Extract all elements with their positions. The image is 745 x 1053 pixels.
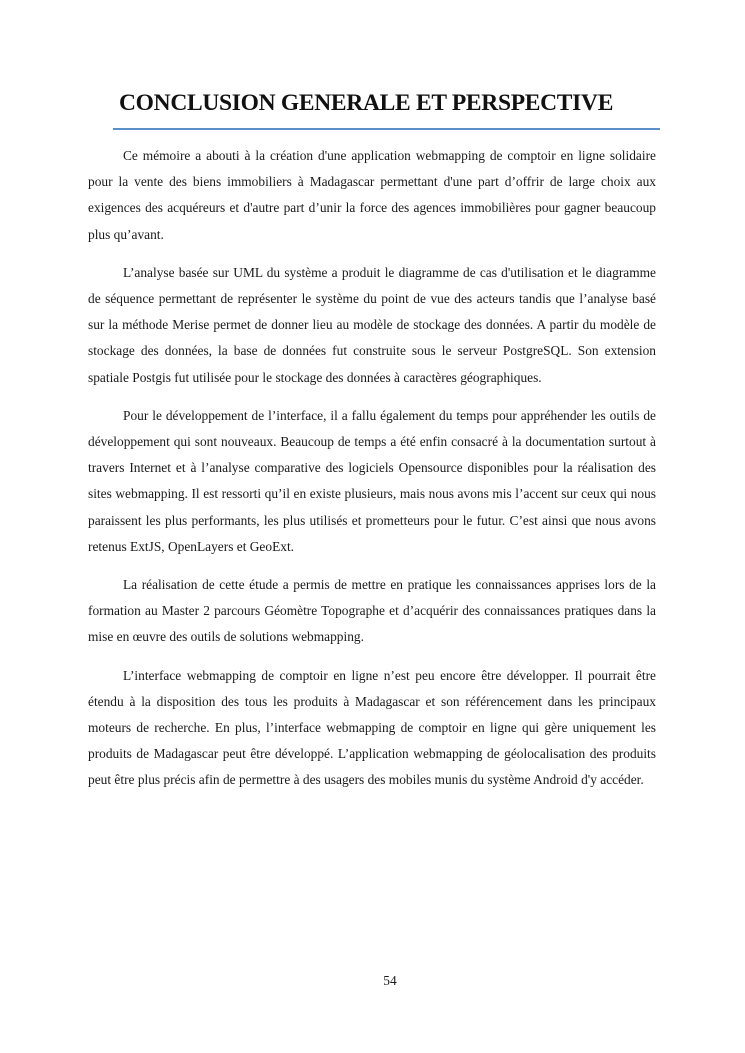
paragraph-5: L’interface webmapping de comptoir en ligne n’est peu encore être développer. Il pourrait être étendu à la disposition des tous les produits à Madagascar et son référencement dans les principaux moteurs de recherche. En plus, l’interface webmapping de comptoir en ligne qui gère uniquement les produits de Madagascar peut être développé. L’application webmapping de géolocalisation des produits peut être plus précis afin de permettre à des usagers des mobiles munis du système Android d'y accéder.: [88, 667, 656, 788]
page-title: CONCLUSION GENERALE ET PERSPECTIVE: [119, 90, 614, 116]
paragraph-4: La réalisation de cette étude a permis de mettre en pratique les connaissances apprises lors de la formation au Master 2 parcours Géomètre Topographe et d’acquérir des connaissances pratiques dans la mise en œuvre des outils de solutions webmapping.: [88, 577, 656, 645]
body-text: [88, 143, 656, 806]
paragraph-1: Ce mémoire a abouti à la création d'une application webmapping de comptoir en ligne solidaire pour la vente des biens immobiliers à Madagascar permettant d'une part d’offrir de large choix aux exigences des acquéreurs et d'autre part d’unir la force des agences immobilières pour gagner beaucoup plus qu’avant.: [88, 148, 656, 242]
title-underline: [113, 128, 660, 130]
page-number: 54: [383, 973, 397, 988]
paragraph-3: Pour le développement de l’interface, il a fallu également du temps pour appréhender les outils de développement qui sont nouveaux. Beaucoup de temps a été enfin consacré à la documentation surtout à travers Internet et à l’analyse comparative des logiciels Opensource disponibles pour la réalisation des sites webmapping. Il est ressorti qu’il en existe plusieurs, mais nous avons mis l’accent sur ceux qui nous paraissent les plus performants, les plus utilisés et prometteurs pour le futur. C’est ainsi que nous avons retenus ExtJS, OpenLayers et GeoExt.: [88, 407, 656, 554]
paragraph-2: L’analyse basée sur UML du système a produit le diagramme de cas d'utilisation et le diagramme de séquence permettant de représenter le système du point de vue des acteurs tandis que l’analyse basé sur la méthode Merise permet de donner lieu au modèle de stockage des données. A partir du modèle de stockage des données, la base de données fut construite sous le serveur PostgreSQL. Son extension spatiale Postgis fut utilisée pour le stockage des données à caractères géographiques.: [88, 264, 656, 385]
